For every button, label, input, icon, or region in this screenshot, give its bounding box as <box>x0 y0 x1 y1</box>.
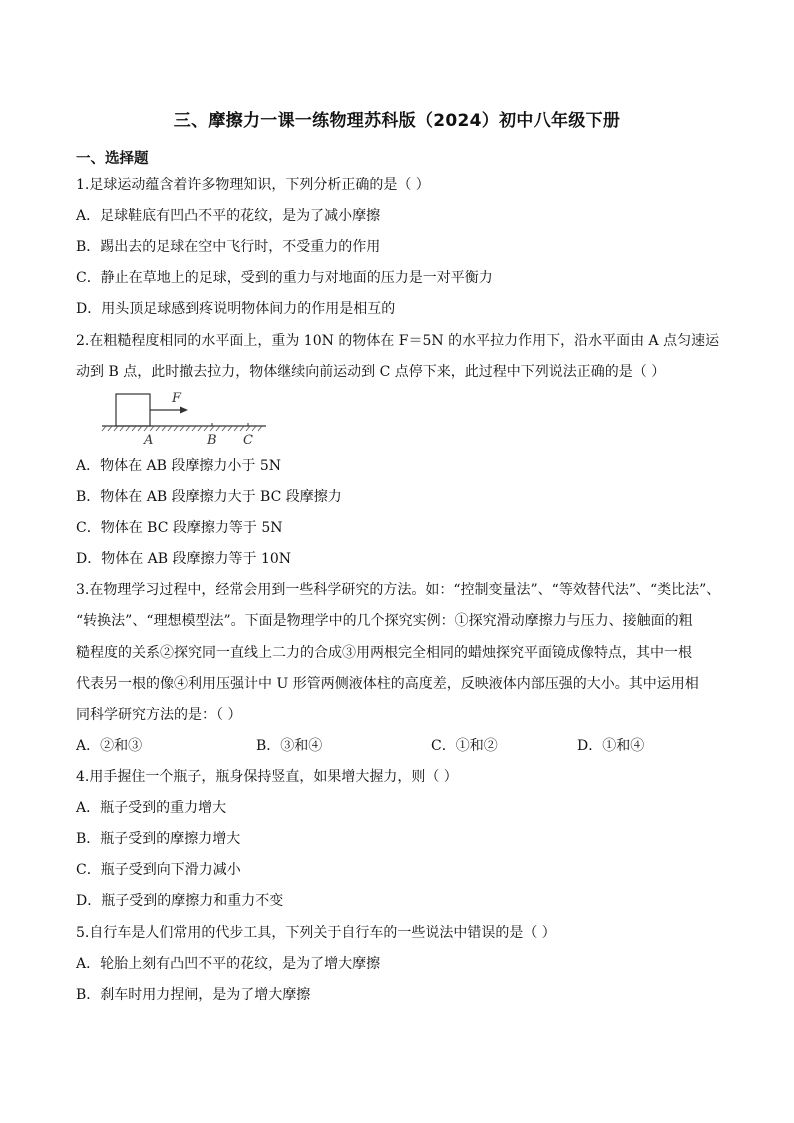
question-3-option-b: B．③和④ <box>256 738 323 754</box>
question-3-stem-line-2: “转换法”、“理想模型法”。下面是物理学中的几个探究实例：①探究滑动摩擦力与压力、接触面的粗 <box>76 613 693 629</box>
question-1-stem: 1.足球运动蕴含着许多物理知识，下列分析正确的是（ ） <box>76 177 430 193</box>
question-3-stem-line-1: 3.在物理学习过程中，经常会用到一些科学研究的方法。如：“控制变量法”、“等效替代法”、“类比法”、 <box>76 582 721 598</box>
question-3-option-c: C．①和② <box>431 738 498 754</box>
question-2-stem-line-1: 2.在粗糙程度相同的水平面上，重为 10N 的物体在 F＝5N 的水平拉力作用下，沿水平面由 A 点匀速运 <box>76 333 720 349</box>
question-2-option-b: B．物体在 AB 段摩擦力大于 BC 段摩擦力 <box>76 489 342 505</box>
force-arrow-head <box>180 407 188 414</box>
question-1-option-b: B．踢出去的足球在空中飞行时，不受重力的作用 <box>76 239 381 255</box>
point-a-label: A <box>144 433 154 448</box>
question-4-stem: 4.用手握住一个瓶子，瓶身保持竖直，如果增大握力，则（ ） <box>76 769 458 785</box>
section-heading: 一、选择题 <box>76 151 149 167</box>
question-1-option-a: A．足球鞋底有凹凸不平的花纹，是为了减小摩擦 <box>76 208 381 224</box>
question-2-option-a: A．物体在 AB 段摩擦力小于 5N <box>76 458 282 474</box>
ground-hatch <box>102 426 262 431</box>
question-2-option-c: C．物体在 BC 段摩擦力等于 5N <box>76 520 283 536</box>
question-5-stem: 5.自行车是人们常用的代步工具，下列关于自行车的一些说法中错误的是（ ） <box>76 925 556 941</box>
block <box>116 394 150 426</box>
question-3-option-a: A．②和③ <box>76 738 143 754</box>
question-5-option-a: A．轮胎上刻有凸凹不平的花纹，是为了增大摩擦 <box>76 956 381 972</box>
question-3-stem-line-3: 糙程度的关系②探究同一直线上二力的合成③用两根完全相同的蜡烛探究平面镜成像特点，其中一根 <box>76 645 692 661</box>
question-3-option-d: D．①和④ <box>577 738 645 754</box>
question-4-option-a: A．瓶子受到的重力增大 <box>76 800 227 816</box>
point-b-label: B <box>207 433 217 448</box>
point-c-label: C <box>243 433 253 448</box>
question-3-stem-line-5: 同科学研究方法的是：（ ） <box>76 707 242 723</box>
question-1-option-d: D．用头顶足球感到疼说明物体间力的作用是相互的 <box>76 301 396 317</box>
question-2-figure <box>100 388 270 448</box>
question-4-option-b: B．瓶子受到的摩擦力增大 <box>76 831 241 847</box>
question-2-option-d: D．物体在 AB 段摩擦力等于 10N <box>76 551 292 567</box>
question-4-option-d: D．瓶子受到的摩擦力和重力不变 <box>76 893 284 909</box>
question-4-option-c: C．瓶子受到向下滑力减小 <box>76 862 241 878</box>
question-1-option-c: C．静止在草地上的足球，受到的重力与对地面的压力是一对平衡力 <box>76 270 493 286</box>
page-title: 三、摩擦力一课一练物理苏科版（2024）初中八年级下册 <box>173 111 621 131</box>
force-label: F <box>172 391 182 406</box>
question-5-option-b: B．刹车时用力捏闸，是为了增大摩擦 <box>76 987 311 1003</box>
question-2-stem-line-2: 动到 B 点，此时撤去拉力，物体继续向前运动到 C 点停下来，此过程中下列说法正确的是（ ） <box>76 364 666 380</box>
question-3-stem-line-4: 代表另一根的像④利用压强计中 U 形管两侧液体柱的高度差，反映液体内部压强的大小。其中运用相 <box>76 676 699 692</box>
